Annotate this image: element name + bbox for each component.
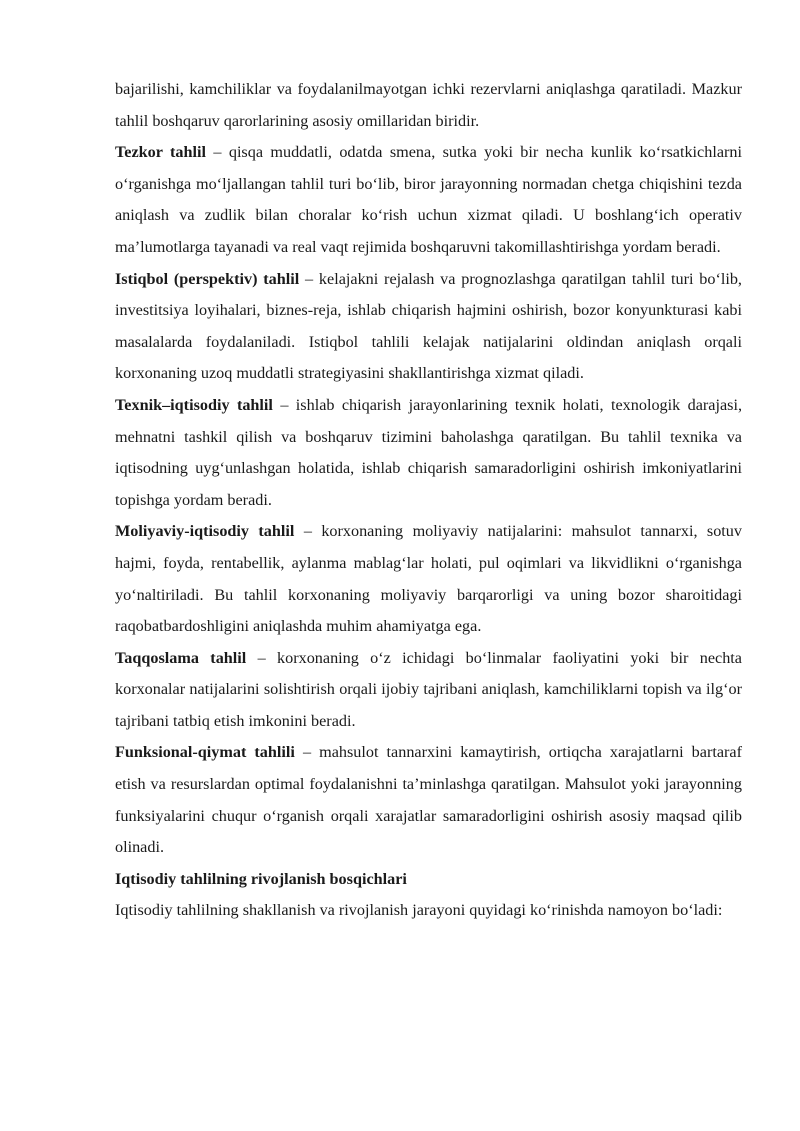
term-heading: Moliyaviy-iqtisodiy tahlil: [115, 522, 295, 541]
term-heading: Texnik–iqtisodiy tahlil: [115, 395, 273, 414]
paragraph-istiqbol-tahlil: [115, 264, 742, 390]
paragraph-taqqoslama-tahlil: [115, 643, 742, 738]
paragraph-texnik-iqtisodiy-tahlil: [115, 390, 742, 516]
section-heading: Iqtisodiy tahlilning rivojlanish bosqichlari: [115, 869, 407, 888]
document-page: [115, 74, 742, 927]
term-heading: Istiqbol (perspektiv) tahlil: [115, 269, 300, 288]
paragraph-text: – qisqa muddatli, odatda smena, sutka yoki bir necha kunlik koʻrsatkichlarni oʻrganishga moʻljallangan tahlil turi boʻlib, biror jarayonning normadan chetga chiqishini tezda aniqlash va zudlik bilan choralar koʻrish uchun xizmat qiladi. U boshlangʻich operativ maʼlumotlarga tayanadi va real vaqt rejimida boshqaruvni takomillashtirishga yordam beradi.: [115, 143, 742, 256]
term-heading: Tezkor tahlil: [115, 143, 207, 162]
paragraph-text: bajarilishi, kamchiliklar va foydalanilmayotgan ichki rezervlarni aniqlashga qaratiladi. Mazkur tahlil boshqaruv qarorlarining asosiy omillaridan biridir.: [115, 80, 742, 130]
paragraph-text: – mahsulot tannarxini kamaytirish, ortiqcha xarajatlarni bartaraf etish va resurslardan optimal foydalanishni taʼminlashga qaratilgan. Mahsulot yoki jarayonning funksiyalarini chuqur oʻrganish orqali xarajatlar samaradorligini oshirish asosiy maqsad qilib olinadi.: [115, 743, 742, 857]
paragraph-text: – ishlab chiqarish jarayonlarining texnik holati, texnologik darajasi, mehnatni tashkil qilish va boshqaruv tizimini baholashga qaratilgan. Bu tahlil texnika va iqtisodning uygʻunlashgan holatida, ishlab chiqarish samaradorligini oshirish imkoniyatlarini topishga yordam beradi.: [115, 395, 742, 509]
paragraph-funksional-qiymat-tahlili: [115, 737, 742, 863]
term-heading: Funksional-qiymat tahlili: [115, 743, 295, 762]
paragraph-closing: Iqtisodiy tahlilning shakllanish va rivojlanish jarayoni quyidagi koʻrinishda namoyon boʻladi:: [115, 901, 723, 920]
term-heading: Taqqoslama tahlil: [115, 648, 247, 667]
paragraph-moliyaviy-iqtisodiy-tahlil: [115, 516, 742, 642]
paragraph-tezkor-tahlil: [115, 137, 742, 263]
paragraph-text: – korxonaning oʻz ichidagi boʻlinmalar faoliyatini yoki bir nechta korxonalar natijalarini solishtirish orqali ijobiy tajribani aniqlash, kamchiliklarni topish va ilgʻor tajribani tatbiq etish imkonini beradi.: [115, 648, 742, 730]
paragraph-text: – kelajakni rejalash va prognozlashga qaratilgan tahlil turi boʻlib, investitsiya loyihalari, biznes-reja, ishlab chiqarish hajmini oshirish, bozor konyunkturasi kabi masalalarda foydalaniladi. Istiqbol tahlili kelajak natijalarini oldindan aniqlash orqali korxonaning uzoq muddatli strategiyasini shakllantirishga xizmat qiladi.: [115, 269, 742, 383]
paragraph-text: – korxonaning moliyaviy natijalarini: mahsulot tannarxi, sotuv hajmi, foyda, rentabellik, aylanma mablagʻlar holati, pul oqimlari va likvidlikni oʻrganishga yoʻnaltiriladi. Bu tahlil korxonaning moliyaviy barqarorligi va uning bozor sharoitidagi raqobatbardoshligini aniqlashda muhim ahamiyatga ega.: [115, 522, 742, 636]
paragraph-intro-continuation: [115, 74, 742, 137]
